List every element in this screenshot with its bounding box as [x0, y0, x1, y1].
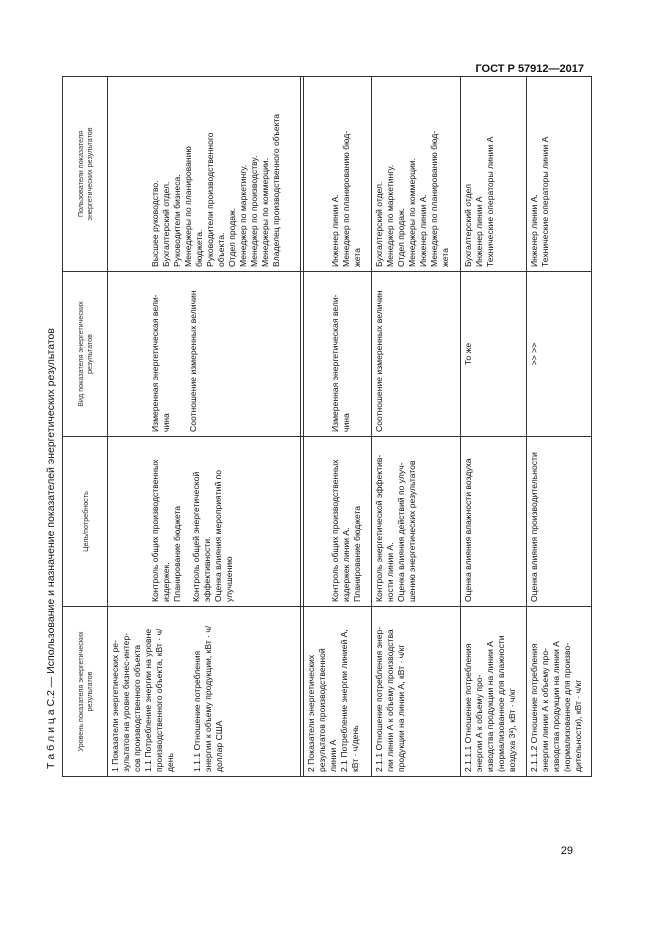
cell-text-line: Инженер линии А. — [528, 194, 539, 267]
cell-text-line — [314, 441, 322, 602]
cell-text-line: 2.1.1.1 Отношение потребления — [463, 643, 474, 772]
table-cell — [461, 272, 526, 437]
cell-text-line: (нормализованное для произво- — [561, 642, 572, 772]
cell-text-line: >> >> — [528, 342, 539, 366]
column-header-users — [63, 77, 108, 272]
cell-text-line — [134, 441, 142, 602]
cell-text-line: Технические операторы линии А — [485, 136, 496, 267]
cell-text-line: Оценка влияния мероприятий по — [213, 469, 223, 602]
cell-text-line: воздуха 3ᵃ), кВт · ч/кг — [507, 688, 518, 772]
cell-text-line: объекта. — [216, 232, 226, 267]
cell-text-line: Владелец производственного объекта — [271, 113, 281, 267]
cell-text-line: кВт · ч/день — [350, 725, 361, 772]
cell-text-line: жета — [439, 248, 450, 267]
table-cell — [526, 272, 591, 437]
cell-text-line: эффективности. — [202, 536, 212, 602]
cell-text-line: гии линии А к объему производства — [384, 629, 395, 772]
cell-text-line: энергии к объему продукции, кВт · ч/ — [203, 625, 213, 772]
cell-text-line: жета — [352, 248, 363, 267]
cell-text-line: издержек линии А. — [341, 527, 352, 602]
cell-text-line: Менеджер по планированию бюд- — [428, 130, 439, 267]
cell-text-line — [118, 81, 126, 267]
table-cell — [526, 607, 591, 777]
cell-text-line: производственного объекта, кВт · ч/ — [154, 628, 164, 772]
cell-text-line: зультатов на уровне бизнес-интер- — [121, 632, 131, 772]
cell-text-line: результатов производственной — [317, 648, 328, 772]
table-cell — [304, 437, 372, 607]
table-cell — [304, 77, 372, 272]
column-header-type — [63, 272, 108, 437]
table-cell — [371, 607, 460, 777]
cell-text-line — [183, 441, 191, 602]
energy-indicators-table — [62, 76, 592, 777]
cell-text-line: Соотношение измеренных величин — [188, 290, 198, 432]
cell-text-line: Соотношение измеренных величин — [373, 290, 384, 432]
cell-text-line: Оценка влияния действий по улуч- — [395, 462, 406, 602]
table-cell — [461, 437, 526, 607]
cell-text-line: Контроль общих производственных — [330, 459, 341, 602]
cell-text-line: Руководители производственного — [205, 132, 215, 267]
column-header-text: результатов — [85, 334, 94, 374]
cell-text-line: чина — [341, 413, 352, 432]
cell-text-line — [142, 276, 150, 432]
cell-text-line: Менеджер по планированию бюд- — [341, 130, 352, 267]
column-header-level — [63, 607, 108, 777]
cell-text-line: изводства продукции на линии А — [550, 641, 561, 772]
cell-text-line — [118, 441, 126, 602]
cell-text-line: Оценка влияния производительности — [528, 452, 539, 602]
cell-text-line: Менеджер по маркетингу. — [238, 164, 248, 267]
cell-text-line: дительности), кВт · ч/кг — [572, 679, 583, 772]
cell-text-line — [172, 276, 180, 432]
cell-text-line — [126, 276, 134, 432]
document-header: ГОСТ Р 57912—2017 — [475, 63, 584, 75]
cell-text-line: 1.1 Потребление энергии на уровне — [143, 628, 153, 772]
table-cell — [461, 77, 526, 272]
table-cell — [108, 77, 301, 272]
table-cell — [371, 77, 460, 272]
table-row — [461, 77, 526, 777]
cell-text-line: Планирование бюджета — [172, 505, 182, 602]
cell-text-line: Инженер линии А. — [417, 194, 428, 267]
cell-text-line — [110, 81, 118, 267]
cell-text-line: ности линии А. — [384, 542, 395, 602]
table-header-row — [63, 77, 108, 777]
table-row — [108, 77, 301, 777]
cell-text-line — [184, 611, 192, 772]
cell-text-line — [322, 81, 330, 267]
column-header-purpose — [63, 437, 108, 607]
cell-text-line — [314, 81, 322, 267]
cell-text-line — [110, 441, 118, 602]
table-caption: Т а б л и ц а С.2 — Использование и назначение показателей энергетических результатов — [45, 328, 57, 769]
cell-text-line: доллар США — [214, 720, 224, 772]
rotated-table-block — [45, 77, 593, 777]
cell-text-line: Менеджеры по коммерции. — [406, 158, 417, 267]
cell-text-line — [142, 441, 150, 602]
cell-text-line: Инженер линии А. — [330, 194, 341, 267]
cell-text-line — [134, 276, 142, 432]
cell-text-line: Планирование бюджета — [352, 505, 363, 602]
cell-text-line: продукции на линии А, кВт · ч/кг — [395, 644, 406, 772]
table-cell — [108, 272, 301, 437]
cell-text-line: Менеджеры по коммерции. — [260, 158, 270, 267]
cell-text-line: 2.1.1 Отношение потребления энер- — [373, 626, 384, 772]
table-cell — [371, 272, 460, 437]
cell-text-line: Измеренная энергетическая вели- — [330, 294, 341, 432]
cell-text-line: чина — [161, 413, 171, 432]
cell-text-line: изводства продукции на линии А — [485, 641, 496, 772]
cell-text-line — [126, 81, 134, 267]
cell-text-line: Контроль энергетической эффектив- — [373, 454, 384, 602]
cell-text-line: энергии А к объему про- — [474, 674, 485, 772]
cell-text-line — [134, 81, 142, 267]
cell-text-line — [176, 611, 184, 772]
column-header-text: Цель/потребность — [80, 491, 90, 552]
cell-text-line: Отдел продаж. — [227, 207, 237, 267]
cell-text-line: Отдел продаж. — [395, 207, 406, 267]
cell-text-line — [118, 276, 126, 432]
cell-text-line: Контроль общей энергетической — [191, 471, 201, 602]
cell-text-line: (нормализованное для влажности — [496, 635, 507, 772]
table-cell — [461, 607, 526, 777]
cell-text-line — [322, 276, 330, 432]
table-row — [371, 77, 460, 777]
column-header-text: энергетических результатов — [85, 127, 94, 221]
cell-text-line: Бухгалтерский отдел — [463, 184, 474, 267]
table-cell — [304, 607, 372, 777]
cell-text-line: Бухгалтерский отдел. — [161, 181, 171, 267]
cell-text-line: Оценка влияния влажности воздуха — [463, 458, 474, 602]
cell-text-line: Руководители бизнеса. — [172, 174, 182, 267]
cell-text-line: Менеджер по производству. — [249, 155, 259, 267]
cell-text-line — [126, 441, 134, 602]
table-cell — [108, 437, 301, 607]
cell-text-line — [306, 441, 314, 602]
cell-text-line: энергии линии А к объему про- — [539, 648, 550, 772]
cell-text-line: 2.1.1.2 Отношение потребления — [528, 643, 539, 772]
cell-text-line: улучшению — [224, 556, 234, 602]
cell-text-line — [306, 81, 314, 267]
cell-text-line: 2.1 Потребление энергии линией А, — [339, 629, 350, 772]
cell-text-line — [142, 81, 150, 267]
cell-text-line: То же — [463, 342, 474, 366]
table-cell — [371, 437, 460, 607]
column-header-text: Вид показателя энергетических — [76, 301, 85, 407]
page-number: 29 — [560, 845, 573, 857]
cell-text-line: Менеджер по маркетингу. — [384, 164, 395, 267]
cell-text-line: издержек. — [161, 562, 171, 602]
cell-text-line: Бухгалтерский отдел. — [373, 181, 384, 267]
cell-text-line: 1 Показатели энергетических ре- — [110, 640, 120, 772]
cell-text-line — [180, 276, 188, 432]
table-row — [304, 77, 372, 777]
cell-text-line — [306, 276, 314, 432]
cell-text-line: день — [165, 752, 175, 772]
cell-text-line: 1.1.1 Отношение потребления — [192, 650, 202, 772]
cell-text-line — [322, 441, 330, 602]
cell-text-line: Инженер линии А — [474, 196, 485, 267]
cell-text-line: бюджета. — [194, 229, 204, 267]
table-row — [526, 77, 591, 777]
cell-text-line: 2 Показатели энергетических — [306, 654, 317, 772]
cell-text-line: Контроль общих производственных — [150, 459, 160, 602]
cell-text-line: линии А — [328, 739, 339, 772]
table-cell — [304, 272, 372, 437]
table-cell — [526, 77, 591, 272]
table-cell — [108, 607, 301, 777]
cell-text-line: шению энергетических результатов — [406, 460, 417, 602]
cell-text-line: Технические операторы линии А — [539, 136, 550, 267]
column-header-text: Уровень показателя энергетических — [76, 631, 85, 752]
table-cell — [526, 437, 591, 607]
column-header-text: результатов — [85, 671, 94, 712]
cell-text-line: Менеджеры по планированию — [183, 146, 193, 267]
column-header-text: Пользователи показателя — [76, 130, 85, 218]
cell-text-line — [110, 276, 118, 432]
cell-text-line: Высшее руководство. — [150, 180, 160, 267]
cell-text-line — [314, 276, 322, 432]
cell-text-line: Измеренная энергетическая вели- — [150, 294, 160, 432]
cell-text-line: сов производственного объекта — [132, 644, 142, 772]
